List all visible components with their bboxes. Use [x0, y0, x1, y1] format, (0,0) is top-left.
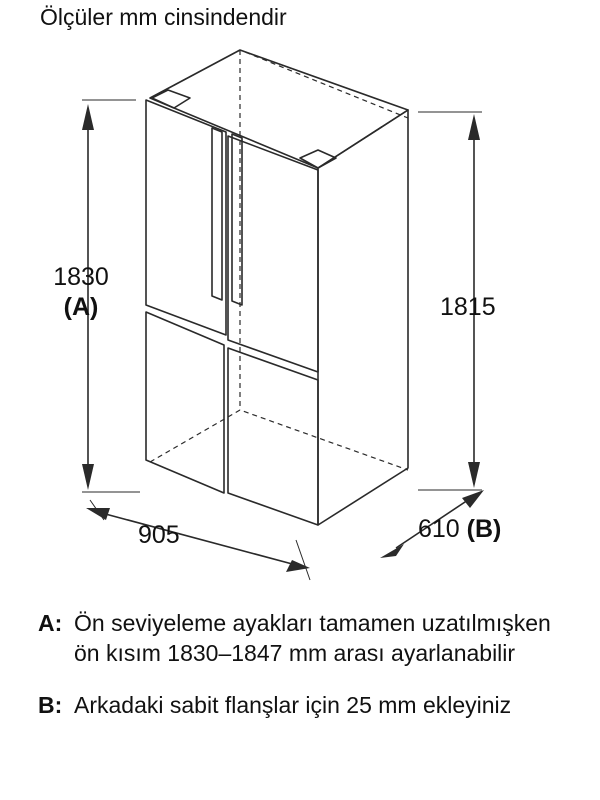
- top-face: [150, 50, 408, 168]
- note-b-key: B:: [38, 692, 63, 718]
- note-a-text: Ön seviyeleme ayakları tamamen uzatılmışken ön kısım 1830–1847 mm arası ayarlanabilir: [74, 610, 551, 666]
- note-b: [38, 690, 578, 720]
- lower-left-drawer: [146, 312, 224, 493]
- dim-depth-value: 610: [418, 515, 460, 543]
- note-a-key: A:: [38, 610, 63, 636]
- dim-height-front-value: 1830: [53, 263, 109, 291]
- dim-height-front-ref: (A): [63, 293, 99, 321]
- note-b-text: Arkadaki sabit flanşlar için 25 mm ekleyiniz: [74, 692, 512, 718]
- dim-width: 905: [138, 521, 180, 549]
- dim-depth-ref: (B): [466, 515, 502, 543]
- lower-right-drawer: [228, 348, 318, 525]
- dim-height-front: [36, 262, 126, 322]
- dim-depth: [418, 514, 501, 544]
- dim-height-rear: 1815: [440, 293, 496, 321]
- units-note: Ölçüler mm cinsindendir: [40, 4, 287, 30]
- handle-left: [212, 128, 222, 300]
- upper-left-door: [146, 100, 226, 335]
- notes: [38, 608, 578, 742]
- dim-line-width: [98, 512, 296, 565]
- note-a: [38, 608, 578, 668]
- side-face: [318, 110, 408, 525]
- hidden-edges: [150, 50, 408, 470]
